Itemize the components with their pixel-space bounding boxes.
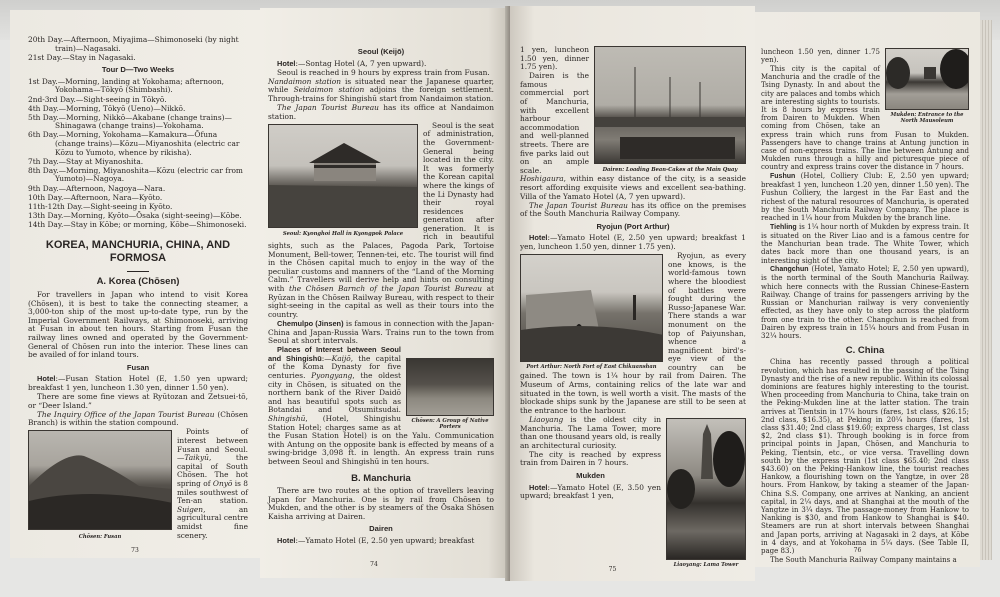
- page-number: 76: [853, 547, 862, 554]
- korea-intro: For travellers in Japan who intend to visit Korea (Chōsen), it is best to take the connecting steamer, a 3,000-ton ship of the most up-to-date type, run by the Imperial Government Railways, at Shimonoseki, arriving at Fusan in about ten hours. Starting from Fusan the railway lines owned and operated by the Government-General of Chōsen run into the interior. These lines can be availed of for inland tours.: [28, 290, 248, 360]
- itinerary-line: 11th-12th Day.—Sight-seeing in Kyōto.: [28, 201, 173, 211]
- china-title: C. China: [845, 345, 885, 357]
- ryojun-hotel: Hotel:—Yamato Hotel (E, 2.50 yen upward; breakfast 1 yen, luncheon 1.50 yen, dinner 1.75 yen).: [520, 233, 746, 252]
- dairen-hotel-cont: 1 yen, luncheon 1.50 yen, dinner 1.75 yen).: [520, 45, 589, 72]
- page-75: [510, 6, 755, 581]
- mukden-title: Mukden: [576, 471, 605, 480]
- port-arthur-photo: [520, 254, 663, 362]
- dairen-p1: Dairen is the famous commercial port of Manchuria, with excellent harbour accommodation and well-planned streets. There are five parks laid out on an ample scale. Hoshigaura, within easy distance of the city, is a seaside resort affording exquisite views and excellent sea-bathing. Villa of the Yamato Hotel (A, 7 yen upward).: [520, 71, 746, 201]
- itinerary-line: 14th Day.—Stay in Kōbe; or morning, Kōbe—Shimonoseki.: [28, 219, 247, 229]
- itinerary-line: 8th Day.—Morning, Miyanoshita—Kōzu (electric car from Yumoto)—Nagoya.: [28, 165, 243, 184]
- kyonghoi-photo: [268, 124, 418, 228]
- lama-tower-caption: Liaoyang: Lama Tower: [673, 561, 739, 568]
- port-arthur-caption: Port Arthur: North Fort of East Chikuanshan: [526, 364, 657, 371]
- dairen-title: Dairen: [369, 524, 393, 534]
- page-75-text: [520, 46, 746, 569]
- page-number: 75: [608, 566, 617, 573]
- porters-figure: [406, 358, 494, 430]
- page-73-text: [28, 36, 248, 541]
- dairen-figure: [594, 46, 746, 173]
- itinerary-line: 2nd-3rd Day.—Sight-seeing in Tōkyō.: [28, 94, 167, 104]
- section-title: KOREA, MANCHURIA, CHINA, AND FORMOSA: [45, 239, 231, 265]
- kyonghoi-figure: [268, 124, 418, 237]
- changchun: Changchun (Hotel, Yamato Hotel; E, 2.50 yen upward), is the north terminal of the South Manchuria Railway. which here connects with the Russian Chinese-Eastern Railway. Change of trains for passengers arriving by the Russian or Manchurian railway is very conveniently effected, as they have only to step across the platform from one train to the other. Changchun is reached from Dairen by express train in 15¼ hours and from Fusan in 32¼ hours.: [761, 265, 969, 340]
- chemulpo: Chemulpo (Jinsen) is famous in connection with the Japan-China and Japan-Russia Wars. Trains run to the town from Seoul at short intervals.: [268, 318, 494, 346]
- port-arthur-figure: [520, 254, 663, 370]
- itinerary-line: 10th Day.—Afternoon, Nara—Kyōto.: [28, 192, 163, 202]
- korea-title: A. Korea (Chōsen): [96, 276, 180, 288]
- fusan-title: Fusan: [126, 362, 150, 372]
- tiehling: Tiehling is 1¼ hour north of Mukden by express train. It is situated on the River Liao and is a famous centre for the Manchurian bean trade. The White Tower, which dates back more than one thousand years, is an interesting sight of the city.: [761, 222, 969, 265]
- page-73: [10, 10, 260, 558]
- lama-tower-photo: [666, 418, 746, 560]
- dairen-hotel: Hotel:—Yamato Hotel (E, 2.50 yen upward; breakfast: [277, 536, 475, 546]
- itinerary-line: 5th Day.—Morning, Nikkō—Akabane (change trains)—Shinagawa (change trains)—Yokohama.: [28, 112, 232, 131]
- mukden-figure: [885, 48, 969, 124]
- ryojun-title: Ryojun (Port Arthur): [596, 221, 670, 231]
- page-76-text: [761, 48, 969, 564]
- fusan-hotel: Hotel:—Fusan Station Hotel (E, 1.50 yen upward; breakfast 1 yen, luncheon 1.30 yen, dinner 1.50 yen).: [28, 374, 248, 392]
- liaoyang-p1: Liaoyang is the oldest city in Manchuria. The Lama Tower, more than one thousand years old, is really an architectural curiosity.: [520, 414, 661, 450]
- book-page-edges: [980, 20, 992, 560]
- mukden-p1: This city is the capital of Manchuria and the cradle of the Tsing Dynasty. In and about the city are palaces and tombs which are interesting sights to tourists. It is 8 hours by express train from Dairen to Mukden. When coming from Chōsen, take an express train which runs from Fusan to Mukden. Passengers have to change trains at Antung junction in case of non-express trains. The line between Antung and Mukden runs through a hilly and picturesque piece of country and express trains cover the distance in 7 hours.: [761, 64, 969, 172]
- manchuria-title: B. Manchuria: [351, 472, 411, 484]
- itinerary-line: 7th Day.—Stay at Miyanoshita.: [28, 156, 144, 166]
- kyonghoi-caption: Seoul: Kyonghoi Hall in Kyongpok Palace: [282, 230, 404, 237]
- seoul-title: Seoul (Keijō): [357, 47, 405, 56]
- mukden-hotel: Hotel:—Yamato Hotel (E, 3.50 yen upward; breakfast 1 yen,: [520, 482, 661, 501]
- tour-d-list: [28, 78, 248, 230]
- fusan-points: Points of interest between Fusan and Seoul.—Taikyū, the capital of South Chōsen. The hot spring of Onyō is 8 miles southwest of Ten-an station. Suigen, an agricultural centre amidst fine scenery.: [177, 427, 248, 540]
- itinerary-top: [28, 36, 248, 62]
- fusan-caption: Chōsen: Fusan: [78, 534, 122, 541]
- mukden-photo: [885, 48, 969, 110]
- page-74-text: [268, 48, 494, 546]
- mukden-caption: Mukden: Entrance to the North Mausoleum: [890, 112, 964, 124]
- seoul-p2: Nandaimon station is situated near the Japanese quarter, while Seidaimon station adjoins the foreign settlement. Through-trains for Shingishū start from Nandaimon station.: [268, 76, 494, 103]
- divider: [127, 271, 149, 272]
- fusan-views: There are some fine views at Ryūtozan and Zetsuei-tō, or “Deer Island.”: [28, 392, 248, 410]
- dairen-photo: [594, 46, 746, 164]
- porters-caption: Chōsen: A Group of Native Porters: [411, 418, 489, 431]
- itinerary-line: 13th Day.—Morning, Kyōto—Ōsaka (sight-seeing)—Kōbe.: [28, 210, 242, 220]
- mukden-hotel-cont: luncheon 1.50 yen, dinner 1.75 yen).: [761, 48, 880, 65]
- page-74: [260, 8, 508, 578]
- porters-photo: [406, 358, 494, 416]
- itinerary-line: 6th Day.—Morning, Yokohama—Kamakura—Ōfuna (change trains)—Kōzu—Miyanoshita (electric car Kōzu to Yumoto, whence by rikisha).: [28, 130, 240, 157]
- itinerary-line: 1st Day.—Morning, landing at Yokohama; afternoon, Yokohama—Tōkyō (Shimbashi).: [28, 76, 224, 95]
- itinerary-line: 4th Day.—Morning, Tōkyō (Ueno)—Nikkō.: [28, 103, 186, 113]
- china-p2: The South Manchuria Railway Company maintains a: [770, 555, 957, 564]
- seoul-p1: Seoul is reached in 9 hours by express train from Fusan.: [277, 67, 490, 77]
- ryojun-p1: Ryojun, as every one knows, is the world-famous town where the bloodiest of battles were fought during the Russo-Japanese War. There stands a war monument on the top of Paiyunshan, whence a magnificent bird's-eye view of the country can be gained. The town is 1¼ hour by rail from Dairen. The Museum of Arms, containing relics of the late war and situated in the town, is well worth a visit. The masts of the blockade ships sunk by the Japanese are still to be seen at the entrance to the harbour.: [520, 251, 746, 415]
- lama-tower-figure: [666, 418, 746, 568]
- liaoyang-p2: The city is reached by express train from Dairen in 7 hours.: [520, 449, 661, 468]
- fusan-photo: [28, 430, 172, 530]
- itinerary-line: 9th Day.—Afternoon, Nagoya—Nara.: [28, 183, 166, 193]
- seoul-p3: The Japan Tourist Bureau has its office at Nandaimon station.: [268, 103, 494, 121]
- manchuria-intro: There are two routes at the option of travellers leaving Japan for Manchuria. One is by rail from Chōsen to Mukden, and the other is by steamers of the Ōsaka Shōsen Kaisha arriving at Dairen.: [268, 486, 494, 521]
- seoul-hotel: Hotel:—Sontag Hotel (A, 7 yen upward).: [277, 58, 427, 68]
- tour-d-title: Tour D—Two Weeks: [101, 65, 175, 75]
- dairen-p2: The Japan Tourist Bureau has its office on the premises of the South Manchuria Railway Company.: [520, 200, 746, 219]
- china-p1: China has recently passed through a political revolution, which has resulted in the passing of the Tsing Dynasty and the rise of a new republic. Within its colossal dominions are features highly interesting to the tourist. When proceeding from Manchuria to China, take train on the Peking-Mukden line at the latter station. The train arrives at Tientsin in 17¼ hours (fares, 1st class, $26.15; 2nd class, $16.35), at Peking in 20¼ hours (fares, 1st class $31.40; 2nd class $19.60; express charges, 1st class $2, 2nd class $1). Through booking is in force from principal points in Japan, Chōsen, and Manchuria to Peking, Tientsin, etc., or vice versa. Travelling down south by the express train (1st class $65.40; 2nd class $43.60) on the Peking-Hankow line, the tourist reaches Hankow, a flourishing town on the Yangtze, in over 28 hours. From Hankow, by taking a steamer of the Japan-China S.S. Company, one arrives at Nanking, an ancient capital, in 2¼ days, and at Shanghai at the mouth of the Yangtze in 3¼ days. The passage-money from Hankow to Nanking is $30, and from Hankow to Shanghai is $40. Steamers are run at short intervals between Shanghai and Japan ports, arriving at Nagasaki in 2 days, at Kōbe in 4 days, and at Yokohama in 5¼ days. (See Table II, page 83.): [761, 358, 969, 555]
- dairen-caption: Dairen: Loading Bean-Cakes at the Main Quay: [602, 167, 738, 173]
- fusan-office: The Inquiry Office of the Japan Tourist Bureau (Chōsen Branch) is within the station compound.: [28, 409, 248, 428]
- itinerary-line: 20th Day.—Afternoon, Miyajima—Shimonoseki (by night train)—Nagasaki.: [28, 35, 239, 53]
- places-of-interest: Places of Interest between Seoul and Shingishū:—Kaijō, the capital of the Koma Dynasty for five centuries. Pyongyang, the oldest city in Chōsen, is situated on the northern bank of the River Daidō and has beautiful spots such as Botandai and Otsumitsudai. Shingishū, (Hotel, Shingishu Station Hotel; charges same as at the Fusan Station Hotel) is on the Yalu. Communication with Antung on the opposite bank is effected by means of a swing-bridge 3,098 ft. in length. An express train runs between Seoul and Shingishū in ten hours.: [268, 345, 494, 466]
- itinerary-line: 21st Day.—Stay in Nagasaki.: [28, 52, 136, 62]
- fusan-figure: [28, 430, 172, 540]
- page-number: 73: [131, 547, 139, 554]
- seoul-p4: Seoul is the seat of administration, the Government-General being located in the city. It was formerly the Korean capital where the kings of the Li Dynasty had their royal residences generation after generation. It is rich in beautiful sights, such as the Palaces, Pagoda Park, Tortoise Monument, Bell-tower, Tennen-tei, etc. The tourist will find in the Chōsen capital much to enjoy in the way of the peculiar customs and manners of the “Land of the Morning Calm.” Travellers will derive help and hints on consulting with the Chōsen Barnch of the Japan Tourist Bureau at Ryūzan in the Chōsen Railway Bureau, with respect to their sight-seeing in the capital as well as their tours into the country.: [268, 120, 494, 319]
- page-number: 74: [370, 561, 378, 568]
- page-76: [755, 12, 980, 567]
- fushun: Fushun (Hotel, Colliery Club: E, 2.50 yen upward; breakfast 1 yen, luncheon 1.20 yen, dinner 1.50 yen). The Fushun Colliery, the largest in the Far East and the richest of the natural resources of Manchuria, is operated by the South Manchuria Railway Company. The place is reached in 1¼ hour from Mukden by the branch line.: [761, 172, 969, 223]
